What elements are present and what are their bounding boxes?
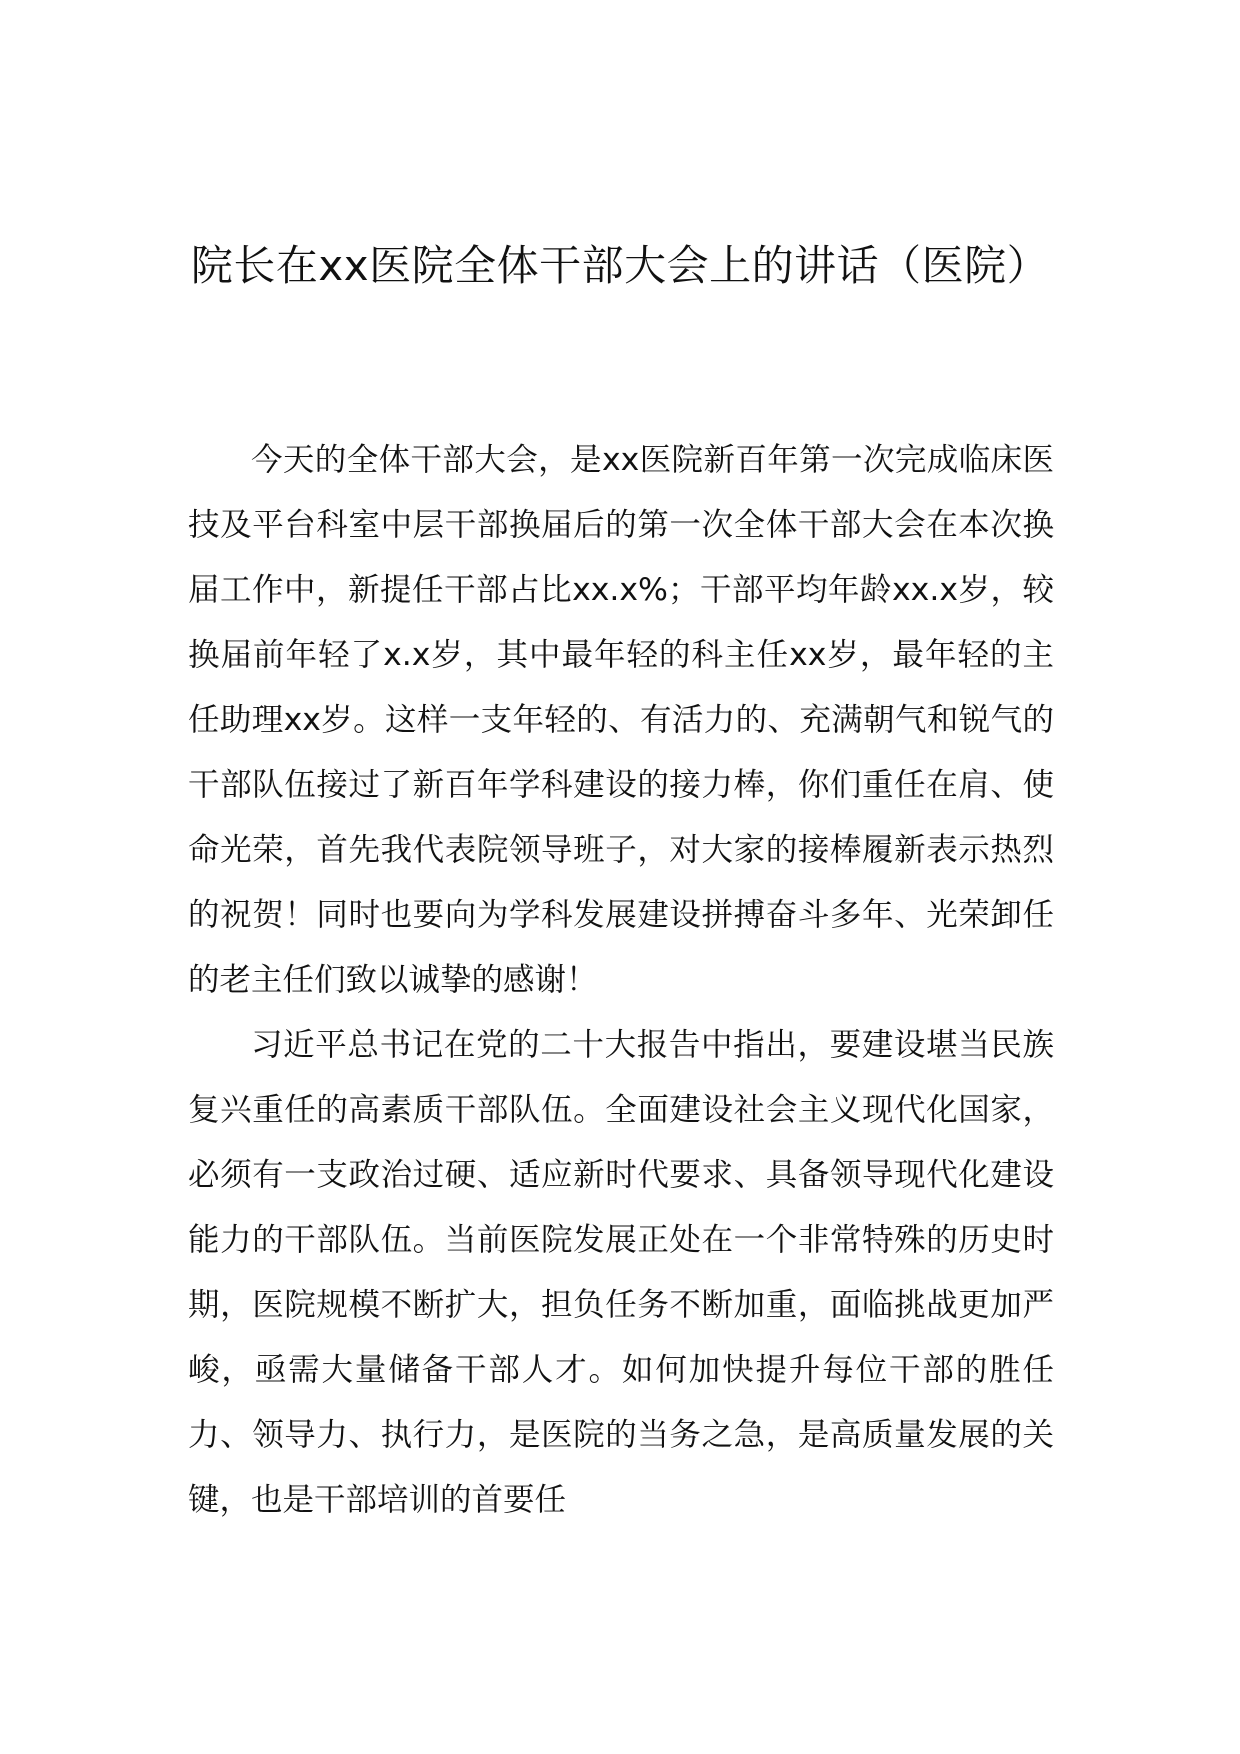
- document-title: 院长在xx医院全体干部大会上的讲话（医院）: [190, 241, 1050, 290]
- paragraph-1: 今天的全体干部大会，是xx医院新百年第一次完成临床医技及平台科室中层干部换届后的第一次全体干部大会在本次换届工作中，新提任干部占比xx.x%；干部平均年龄xx.x岁，较换届前年轻了x.x岁，其中最年轻的科主任xx岁，最年轻的主任助理xx岁。这样一支年轻的、有活力的、充满朝气和锐气的干部队伍接过了新百年学科建设的接力棒，你们重任在肩、使命光荣，首先我代表院领导班子，对大家的接棒履新表示热烈的祝贺！同时也要向为学科发展建设拼搏奋斗多年、光荣卸任的老主任们致以诚挚的感谢！: [188, 442, 1054, 998]
- document-body: [188, 428, 1054, 1533]
- paragraph-2: 习近平总书记在党的二十大报告中指出，要建设堪当民族复兴重任的高素质干部队伍。全面建设社会主义现代化国家，必须有一支政治过硬、适应新时代要求、具备领导现代化建设能力的干部队伍。当前医院发展正处在一个非常特殊的历史时期，医院规模不断扩大，担负任务不断加重，面临挑战更加严峻，亟需大量储备干部人才。如何加快提升每位干部的胜任力、领导力、执行力，是医院的当务之急，是高质量发展的关键，也是干部培训的首要任: [188, 1027, 1054, 1518]
